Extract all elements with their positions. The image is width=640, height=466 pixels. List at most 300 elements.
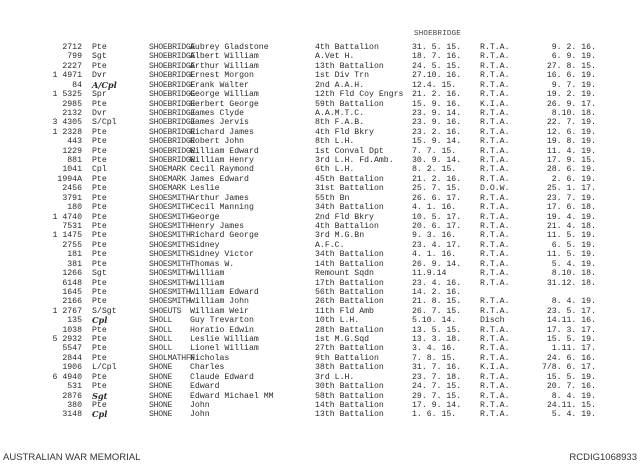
fate-date: 31.12. 18. [546,278,596,288]
unit: 1st Div Trn [315,71,370,81]
service-number: 443 [67,137,82,147]
given-names: Thomas W. [190,259,235,269]
surname: SHONE [149,363,173,373]
table-row [0,137,640,146]
unit: 8th F.A.B. [315,118,365,128]
service-number: 1994A [57,174,82,184]
given-names: Horatio Edwin [190,325,254,335]
service-number: 2755 [62,240,82,250]
unit: 11th Fld Amb [315,306,374,316]
surname: SHOLMATHFF [149,353,196,363]
given-names: James Jervis [190,118,249,128]
fate: R.T.A. [480,221,510,231]
given-names: Charles [190,363,225,373]
surname: SHOESMITH [149,297,191,307]
rank: Pte [92,372,107,382]
table-row [0,222,640,231]
given-names: John [190,410,210,420]
rank: Cpl [92,315,108,326]
service-number: 3148 [62,410,82,420]
given-names: James Clyde [190,108,245,118]
rank: Pte [92,174,107,184]
unit: 1st Conval Dpt [315,146,384,156]
rank: Cpl [92,409,108,420]
enlistment-date: 31. 7. 16. [412,363,462,373]
rank: Spr [92,90,107,100]
unit: 4th Battalion [315,43,379,52]
surname: SHOEBRIDGE [149,156,196,166]
table-row [0,147,640,156]
table-row [0,231,640,240]
surname: SHOLL [149,325,173,335]
unit: 2nd A.A.H. [315,80,365,90]
fate: R.T.A. [480,259,510,269]
fate-date: 8. 4. 19. [551,391,596,401]
service-number: 531 [67,382,82,392]
rank: Pte [92,156,107,166]
enlistment-date: 23. 4. 17. [412,240,462,250]
fate: R.T.A. [480,52,510,62]
rank: Pte [92,221,107,231]
given-names: Arthur James [190,193,249,203]
footer-institution: AUSTRALIAN WAR MEMORIAL [3,452,141,463]
fate-date: 19. 4. 19. [546,212,596,222]
unit: 14th Battalion [315,400,384,410]
unit: 31st Battalion [315,184,384,194]
service-number: 799 [67,52,82,62]
rank: Pte [92,146,107,156]
service-number: 1 4740 [52,212,82,222]
enlistment-date: 30. 9. 14. [412,156,462,166]
given-names: John [190,400,210,410]
unit: 3rd L.H. Fd.Amb. [315,156,394,166]
service-number: 2712 [62,43,82,52]
enlistment-date: 9. 3. 16. [412,231,457,241]
service-number: 1229 [62,146,82,156]
enlistment-date: 15. 9. 14. [412,137,462,147]
fate-date: 17. 6. 18. [546,203,596,213]
table-row [0,184,640,193]
rank: S/Cpl [92,118,117,128]
unit: 1st M.G.Sqd [315,335,370,345]
unit: Remount Sqdn [315,269,374,279]
rank: Pte [92,353,107,363]
surname: SHOESMITH [149,193,191,203]
fate-date: 19. 8. 19. [546,137,596,147]
given-names: Ernest Morgon [190,71,254,81]
fate: R.T.A. [480,269,510,279]
rank: Cpl [92,165,107,175]
service-number: 6 4940 [52,372,82,382]
fate: R.T.A. [480,250,510,260]
table-row [0,71,640,80]
surname-heading: SHOEBRIDGE [414,30,462,38]
unit: 45th Battalion [315,174,384,184]
given-names: Edward Michael MM [190,391,274,401]
fate-date: 21. 4. 18. [546,221,596,231]
fate-date: 22. 7. 19. [546,118,596,128]
rank: S/Sgt [92,306,117,316]
given-names: William Henry [190,156,254,166]
fate-date: 26. 9. 17. [546,99,596,109]
fate: R.T.A. [480,127,510,137]
table-row [0,363,640,372]
enlistment-date: 23. 9. 16. [412,118,462,128]
fate-date: 5. 4. 19. [551,410,596,420]
surname: SHONE [149,391,173,401]
unit: 34th Battalion [315,203,384,213]
given-names: Frank Walter [190,80,249,90]
enlistment-date: 23. 4. 16. [412,278,462,288]
service-number: 3791 [62,193,82,203]
surname: SHOESMITH [149,259,191,269]
surname: SHONE [149,400,173,410]
given-names: Herbert George [190,99,259,109]
rank: Pte [92,240,107,250]
fate: R.T.A. [480,410,510,420]
unit: 58th Battalion [315,391,384,401]
enlistment-date: 7. 8. 15. [412,353,457,363]
unit: 13th Battalion [315,410,384,420]
service-number: 1 5325 [52,90,82,100]
table-row [0,326,640,335]
surname: SHOEBRIDGE [149,118,196,128]
rank: Dvr [92,71,107,81]
fate: R.T.A. [480,344,510,354]
rank: Pte [92,259,107,269]
unit: 34th Battalion [315,250,384,260]
fate-date: 1.11. 17. [551,344,596,354]
surname: SHOEMARK [149,174,186,184]
enlistment-date: 14. 2. 16. [412,287,462,297]
service-number: 1 4971 [52,71,82,81]
enlistment-date: 27.10. 16. [412,71,462,81]
fate: R.T.A. [480,325,510,335]
fate: R.T.A. [480,306,510,316]
fate-date: 9. 2. 16. [551,43,596,52]
table-row [0,213,640,222]
given-names: Arthur William [190,61,259,71]
rank: Sgt [92,269,107,279]
rank: Pte [92,382,107,392]
fate: R.T.A. [480,278,510,288]
service-number: 1 1475 [52,231,82,241]
enlistment-date: 13. 5. 15. [412,325,462,335]
enlistment-date: 21. 2. 16. [412,90,462,100]
unit: 4th Fld Bkry [315,127,374,137]
enlistment-date: 26. 9. 14. [412,259,462,269]
given-names: James Edward [190,174,249,184]
given-names: William [190,269,225,279]
surname: SHOESMITH [149,287,191,297]
rank: Pte [92,193,107,203]
fate-date: 23. 5. 17. [546,306,596,316]
rank: Pte [92,43,107,52]
table-row [0,373,640,382]
fate-date: 8.10. 18. [551,269,596,279]
unit: A.Vet H. [315,52,355,62]
service-number: 2456 [62,184,82,194]
fate: D.O.W. [480,184,510,194]
table-row [0,90,640,99]
rank: Pte [92,335,107,345]
enlistment-date: 26. 7. 15. [412,306,462,316]
service-number: 1266 [62,269,82,279]
enlistment-date: 5.10. 14. [412,316,457,326]
table-row [0,100,640,109]
given-names: Robert John [190,137,245,147]
surname: SHOEBRIDGE [149,99,196,109]
given-names: Albert William [190,52,259,62]
table-row [0,128,640,137]
enlistment-date: 15. 9. 16. [412,99,462,109]
fate: R.T.A. [480,43,510,52]
table-row [0,410,640,419]
enlistment-date: 31. 5. 15. [412,43,462,52]
table-row [0,288,640,297]
enlistment-date: 26. 6. 17. [412,193,462,203]
enlistment-date: 23. 7. 18. [412,372,462,382]
fate: R.T.A. [480,391,510,401]
fate-date: 7/8. 6. 17. [541,363,596,373]
rank: Pte [92,325,107,335]
table-row [0,382,640,391]
unit: 3rd L.H. [315,372,355,382]
fate: K.I.A. [480,363,510,373]
surname: SHOEBRIDGE [149,71,196,81]
unit: 8th L.H. [315,137,355,147]
fate-date: 11. 5. 19. [546,250,596,260]
fate-date: 6. 5. 19. [551,240,596,250]
table-row [0,175,640,184]
given-names: Sidney Victor [190,250,254,260]
unit: A.F.C. [315,240,345,250]
fate-date: 11. 5. 19. [546,231,596,241]
rank: Pte [92,400,107,410]
surname: SHOESMITH [149,250,191,260]
surname: SHOESMITH [149,221,191,231]
fate-date: 24.11. 15. [546,400,596,410]
fate-date: 17. 9. 15. [546,156,596,166]
table-row [0,279,640,288]
table-row [0,392,640,401]
enlistment-date: 24. 5. 15. [412,61,462,71]
fate: R.T.A. [480,353,510,363]
rank: Pte [92,344,107,354]
surname: SHOESMITH [149,231,191,241]
service-number: 7531 [62,221,82,231]
rank: Pte [92,127,107,137]
fate: R.T.A. [480,297,510,307]
surname: SHOEBRIDGE [149,52,196,62]
fate-date: 14.11. 16. [546,316,596,326]
fate: R.T.A. [480,165,510,175]
given-names: Leslie [190,184,220,194]
service-number: 5547 [62,344,82,354]
service-number: 1 2767 [52,306,82,316]
rank: Sgt [92,52,107,62]
table-row [0,297,640,306]
given-names: Sidney [190,240,220,250]
unit: 27th Battalion [315,344,384,354]
enlistment-date: 3. 4. 16. [412,344,457,354]
table-row [0,43,640,52]
surname: SHOEMARK [149,165,186,175]
fate-date: 5. 4. 19. [551,259,596,269]
given-names: Henry James [190,221,245,231]
rank: Pte [92,212,107,222]
unit: A.A.M.T.C. [315,108,365,118]
fate-date: 9. 7. 19. [551,80,596,90]
fate: R.T.A. [480,212,510,222]
enlistment-date: 8. 2. 15. [412,165,457,175]
table-row [0,250,640,259]
table-row [0,354,640,363]
given-names: Richard James [190,127,254,137]
enlistment-date: 25. 7. 15. [412,184,462,194]
unit: 38th Battalion [315,363,384,373]
rank: Pte [92,203,107,213]
fate: Disch [480,316,505,326]
enlistment-date: 21. 2. 16. [412,174,462,184]
fate-date: 25. 1. 17. [546,184,596,194]
table-row [0,260,640,269]
table-row [0,62,640,71]
fate: R.T.A. [480,231,510,241]
unit: 13th Battalion [315,61,384,71]
fate-date: 12. 6. 19. [546,127,596,137]
table-row [0,203,640,212]
table-row [0,335,640,344]
table-row [0,241,640,250]
surname: SHONE [149,372,173,382]
unit: 12th Fld Coy Engrs [315,90,404,100]
fate: R.T.A. [480,382,510,392]
table-row [0,118,640,127]
rank: A/Cpl [92,79,117,90]
fate: R.T.A. [480,372,510,382]
fate-date: 27. 8. 15. [546,61,596,71]
unit: 6th L.H. [315,165,355,175]
service-number: 2844 [62,353,82,363]
service-number: 2227 [62,61,82,71]
enlistment-date: 21. 8. 15. [412,297,462,307]
enlistment-date: 1. 6. 15. [412,410,457,420]
service-number: 135 [67,316,82,326]
given-names: Lionel William [190,344,259,354]
given-names: Cecil Raymond [190,165,254,175]
service-number: 1041 [62,165,82,175]
enlistment-date: 7. 7. 15. [412,146,457,156]
service-number: 1 2328 [52,127,82,137]
service-number: 881 [67,156,82,166]
given-names: Claude Edward [190,372,254,382]
fate: R.T.A. [480,240,510,250]
fate: R.T.A. [480,61,510,71]
fate-date: 8. 4. 19. [551,297,596,307]
fate: R.T.A. [480,146,510,156]
surname: SHOESMITH [149,203,191,213]
service-number: 84 [72,80,82,90]
service-number: 3 4305 [52,118,82,128]
fate: R.T.A. [480,193,510,203]
fate-date: 8.10. 18. [551,108,596,118]
fate-date: 2. 6. 19. [551,174,596,184]
fate-date: 24. 6. 16. [546,353,596,363]
given-names: Cecil Manning [190,203,254,213]
surname: SHOESMITH [149,278,191,288]
unit: 30th Battalion [315,382,384,392]
fate: R.T.A. [480,80,510,90]
service-number: 2132 [62,108,82,118]
surname: SHOESMITH [149,212,191,222]
surname: SHOLL [149,316,173,326]
given-names: Leslie William [190,335,259,345]
fate: R.T.A. [480,108,510,118]
service-number: 1645 [62,287,82,297]
enlistment-date: 11.9.14 [412,269,447,279]
unit: 55th Bn [315,193,350,203]
given-names: William John [190,297,249,307]
rank: Dvr [92,108,107,118]
unit: 59th Battalion [315,99,384,109]
rank: Pte [92,184,107,194]
unit: 17th Battalion [315,278,384,288]
unit: 3rd M.G.Bn [315,231,365,241]
service-number: 6148 [62,278,82,288]
fate: R.T.A. [480,90,510,100]
fate-date: 20. 7. 16. [546,382,596,392]
fate: R.T.A. [480,203,510,213]
given-names: George [190,212,220,222]
rank: Pte [92,137,107,147]
surname: SHONE [149,410,173,420]
service-number: 2876 [62,391,82,401]
table-row [0,81,640,90]
rank: Pte [92,99,107,109]
given-names: William Edward [190,146,259,156]
table-row [0,316,640,325]
unit: 56th Battalion [315,287,384,297]
surname: SHOEBRIDGE [149,80,196,90]
unit: 10th L.H. [315,316,360,326]
surname: SHOEBRIDGE [149,43,196,52]
fate: R.T.A. [480,118,510,128]
given-names: William Edward [190,287,259,297]
enlistment-date: 20. 6. 17. [412,221,462,231]
fate: R.T.A. [480,174,510,184]
surname: SHOEBRIDGE [149,61,196,71]
unit: 2nd Fld Bkry [315,212,374,222]
fate: R.T.A. [480,156,510,166]
surname: SHOEUTS [149,306,182,316]
surname: SHOLL [149,344,173,354]
table-row [0,344,640,353]
fate-date: 15. 5. 19. [546,335,596,345]
enlistment-date: 18. 7. 16. [412,52,462,62]
footer-record-id: RCDIG1068933 [569,452,637,463]
fate-date: 16. 6. 19. [546,71,596,81]
rank: Pte [92,231,107,241]
service-number: 2985 [62,99,82,109]
surname: SHOEMARK [149,184,186,194]
unit: 9th Battalion [315,353,379,363]
fate: R.T.A. [480,137,510,147]
rank: Sgt [92,390,108,401]
given-names: George William [190,90,259,100]
enlistment-date: 23. 2. 16. [412,127,462,137]
enlistment-date: 17. 9. 14. [412,400,462,410]
